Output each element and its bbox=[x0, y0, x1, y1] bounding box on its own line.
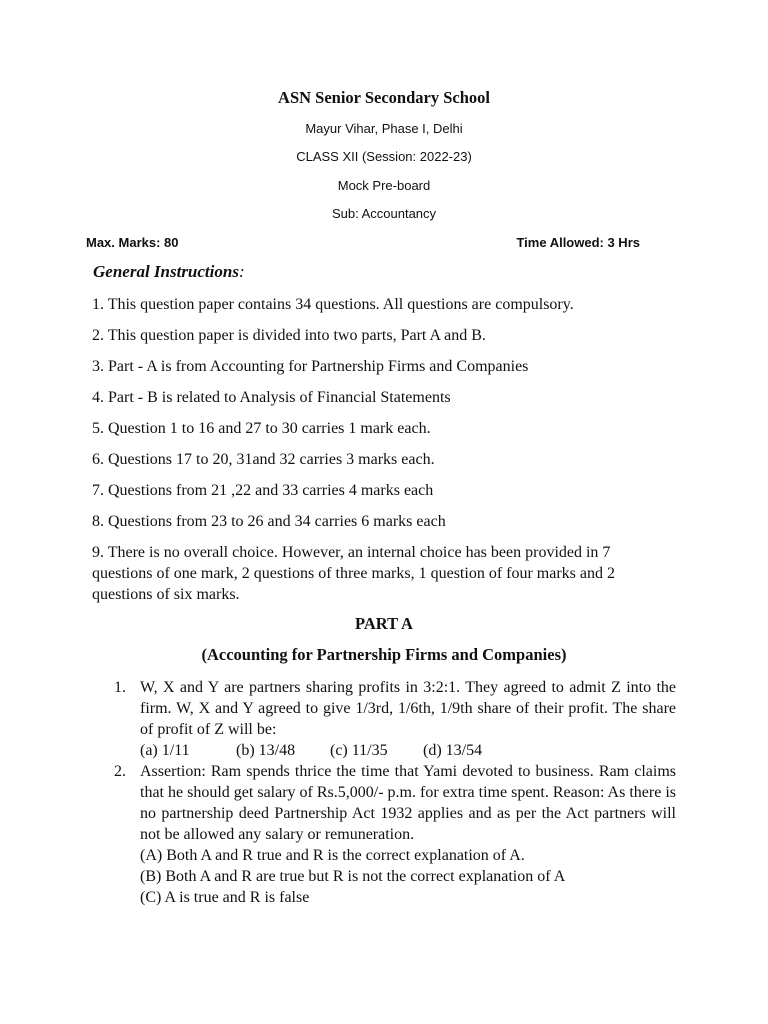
option-a: (a) 1/11 bbox=[140, 742, 190, 759]
instructions-heading-colon: : bbox=[238, 262, 245, 281]
time-allowed: Time Allowed: 3 Hrs bbox=[516, 235, 640, 250]
instruction-item: 5. Question 1 to 16 and 27 to 30 carries 1 mark each. bbox=[92, 420, 431, 437]
question-number: 2. bbox=[114, 763, 126, 780]
option-d: (d) 13/54 bbox=[423, 742, 483, 759]
part-a-title: PART A bbox=[355, 614, 413, 633]
school-address: Mayur Vihar, Phase I, Delhi bbox=[305, 121, 463, 136]
question-text: W, X and Y are partners sharing profits in 3:2:1. They agreed to admit Z into the firm. W, X and Y agreed to give 1/3rd, 1/6th, 1/9th share of their profit. The share of profit of Z will be: bbox=[140, 679, 676, 738]
question-1 bbox=[114, 677, 676, 761]
question-text: Assertion: Ram spends thrice the time that Yami devoted to business. Ram claims that he should get salary of Rs.5,000/- p.m. for extra time spent. Reason: As there is no partnership deed Partnership Act 1932 applies and as per the Act partners will not be allowed any salary or remuneration. bbox=[140, 763, 676, 843]
instructions-heading bbox=[93, 262, 245, 282]
instruction-item: 3. Part - A is from Accounting for Partnership Firms and Companies bbox=[92, 358, 529, 375]
school-name: ASN Senior Secondary School bbox=[278, 88, 490, 107]
exam-title: Mock Pre-board bbox=[337, 178, 431, 193]
class-session: CLASS XII (Session: 2022-23) bbox=[296, 149, 472, 164]
instruction-item: 7. Questions from 21 ,22 and 33 carries 4 marks each bbox=[92, 482, 434, 499]
option-c: (C) A is true and R is false bbox=[140, 889, 310, 906]
instructions-heading-text: General Instructions bbox=[93, 262, 239, 281]
question-number: 1. bbox=[114, 679, 126, 696]
instruction-item: 6. Questions 17 to 20, 31and 32 carries 3 marks each. bbox=[92, 451, 435, 468]
part-a-subtitle: (Accounting for Partnership Firms and Companies) bbox=[201, 645, 567, 664]
option-c: (c) 11/35 bbox=[330, 742, 388, 759]
option-a: (A) Both A and R true and R is the correct explanation of A. bbox=[140, 847, 525, 864]
question-2 bbox=[114, 761, 676, 908]
instruction-item: 2. This question paper is divided into two parts, Part A and B. bbox=[92, 327, 486, 344]
instruction-item: 4. Part - B is related to Analysis of Financial Statements bbox=[92, 389, 451, 406]
instruction-item: 1. This question paper contains 34 questions. All questions are compulsory. bbox=[92, 296, 574, 313]
instruction-item: 9. There is no overall choice. However, an internal choice has been provided in 7 questions of one mark, 2 questions of three marks, 1 question of four marks and 2 questions of six marks. bbox=[92, 544, 616, 603]
subject: Sub: Accountancy bbox=[331, 206, 437, 221]
max-marks: Max. Marks: 80 bbox=[86, 235, 179, 250]
instruction-item: 8. Questions from 23 to 26 and 34 carries 6 marks each bbox=[92, 513, 446, 530]
option-b: (B) Both A and R are true but R is not the correct explanation of A bbox=[140, 868, 566, 885]
option-b: (b) 13/48 bbox=[236, 742, 296, 759]
question-options bbox=[140, 740, 676, 761]
